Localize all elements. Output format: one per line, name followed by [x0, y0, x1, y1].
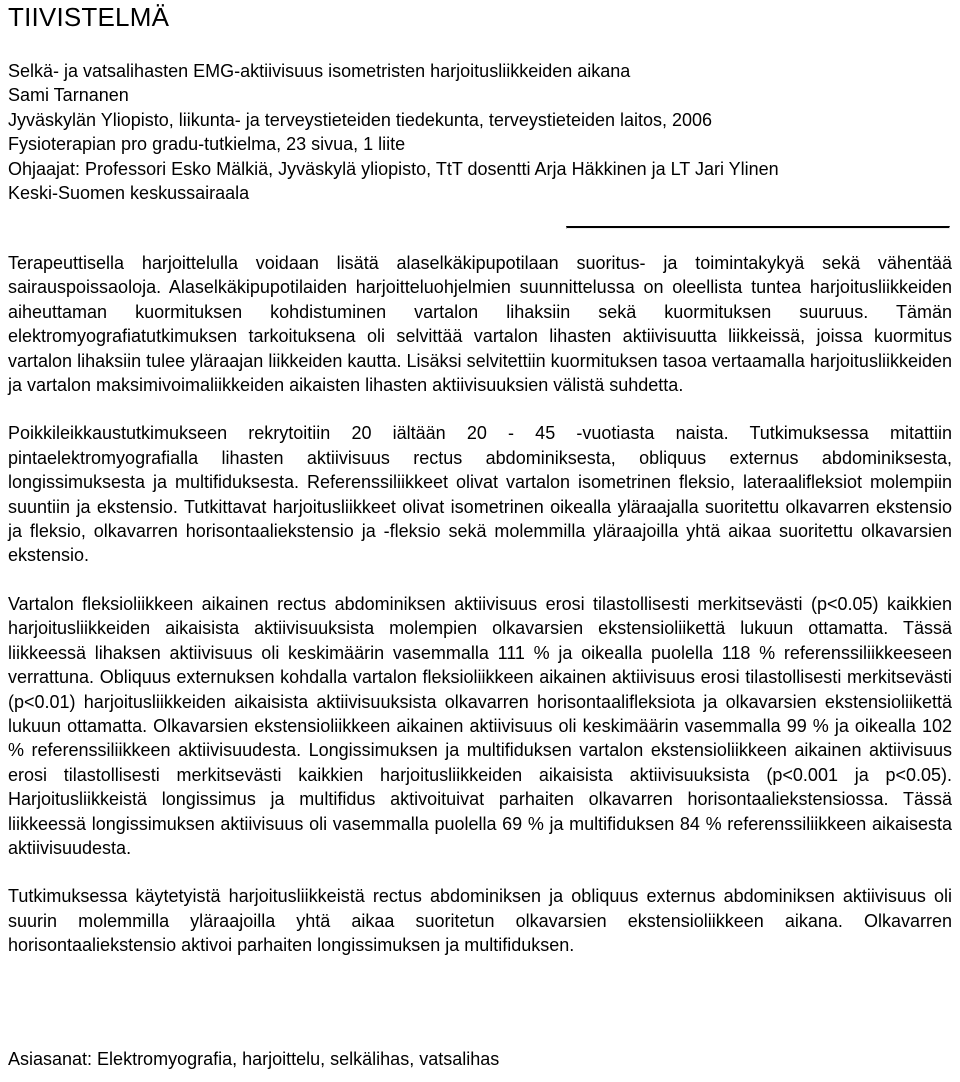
- thesis-metadata: [8, 59, 954, 205]
- abstract-paragraph-conclusion: Tutkimuksessa käytetyistä harjoitusliikkeistä rectus abdominiksen ja obliquus externus abdominiksen aktiivisuus oli suurin molemmilla yläraajoilla yhtä aikaa suoritetun olkavarsien ekstensioliikkeen aikana. Olkavarren horisontaaliekstensio aktivoi parhaiten longissimuksen ja multifiduksen.: [8, 886, 952, 956]
- keywords-line: Asiasanat: Elektromyografia, harjoittelu, selkälihas, vatsalihas: [8, 1049, 500, 1069]
- abstract-body: [8, 251, 952, 982]
- author-line: Sami Tarnanen: [8, 85, 129, 106]
- supervisors-continued-line: Keski-Suomen keskussairaala: [8, 183, 250, 204]
- section-divider: [566, 226, 950, 229]
- abstract-paragraph-methods: Poikkileikkaustutkimukseen rekrytoitiin 20 iältään 20 - 45 -vuotiasta naista. Tutkimuksessa mitattiin pintaelektromyografialla lihasten aktiivisuus rectus abdominiksesta, obliquus externus abdominiksesta, longissimuksesta ja multifiduksesta. Referenssiliikkeet olivat vartalon isometrinen fleksio, lateraalifleksiot molempiin suuntiin ja ekstensio. Tutkittavat harjoitusliikkeet olivat isometrinen oikealla yläraajalla suoritettu olkavarren ekstensio ja fleksio, olkavarren horisontaaliekstensio ja -fleksio sekä molemmilla yläraajoilla yhtä aikaa suoritettu olkavarsien ekstensio.: [8, 423, 952, 566]
- supervisors-line: Ohjaajat: Professori Esko Mälkiä, Jyväskylä yliopisto, TtT dosentti Arja Häkkinen ja LT Jari Ylinen: [8, 158, 779, 179]
- abstract-paragraph-results: Vartalon fleksioliikkeen aikainen rectus abdominiksen aktiivisuus erosi tilastollisesti merkitsevästi (p<0.05) kaikkien harjoitusliikkeiden aikaisista aktiivisuuksista molempien olkavarsien ekstensioliikettä lukuun ottamatta. Tässä liikkeessä lihaksen aktiivisuus oli keskimäärin vasemmalla 111 % ja oikealla puolella 118 % referenssiliikkeeseen verrattuna. Obliquus externuksen kohdalla vartalon fleksioliikkeen aikainen aktiivisuus erosi tilastollisesti merkitsevästi (p<0.01) harjoitusliikkeiden aikaisista aktiivisuuksista olkavarren horisontaalifleksiota ja olkavarsien ekstensioliikettä lukuun ottamatta. Olkavarsien ekstensioliikkeen aikainen aktiivisuus oli keskimäärin vasemmalla 99 % ja oikealla 102 % referenssiliikkeen aktiivisuudesta. Longissimuksen ja multifiduksen vartalon ekstensioliikkeen aikainen aktiivisuus erosi tilastollisesti merkitsevästi kaikkien harjoitusliikkeiden aikaisista aktiivisuuksista (p<0.001 ja p<0.05). Harjoitusliikkeistä longissimus ja multifidus aktivoituivat parhaiten olkavarren horisontaaliekstensiossa. Tässä liikkeessä longissimuksen aktiivisuus oli vasemmalla puolella 69 % ja multifiduksen 84 % referenssiliikkeen aikaisesta aktiivisuudesta.: [8, 593, 952, 858]
- page-title: TIIVISTELMÄ: [8, 2, 170, 32]
- abstract-paragraph-background: Terapeuttisella harjoittelulla voidaan lisätä alaselkäkipupotilaan suoritus- ja toimintakykyä sekä vähentää sairauspoissaoloja. Alaselkäkipupotilaiden harjoitteluohjelmien suunnittelussa on oleellista tuntea harjoitusliikkeiden aiheuttaman kuormituksen kohdistuminen vartalon lihaksiin sekä kuormituksen suuruus. Tämän elektromyografiatutkimuksen tarkoituksena oli selvittää vartalon lihasten aktiivisuutta liikkeissä, joissa kuormitus vartalon lihaksiin tulee yläraajan liikkeiden kautta. Lisäksi selvitettiin kuormituksen tasoa vertaamalla harjoitusliikkeiden ja vartalon maksimivoimaliikkeiden aikaisten lihasten aktiivisuuksien välistä suhdetta.: [8, 253, 952, 396]
- thesis-title-line: Selkä- ja vatsalihasten EMG-aktiivisuus isometristen harjoitusliikkeiden aikana: [8, 61, 631, 81]
- thesis-type-line: Fysioterapian pro gradu-tutkielma, 23 sivua, 1 liite: [8, 134, 406, 155]
- institution-line: Jyväskylän Yliopisto, liikunta- ja terveystieteiden tiedekunta, terveystieteiden laitos, 2006: [8, 109, 713, 130]
